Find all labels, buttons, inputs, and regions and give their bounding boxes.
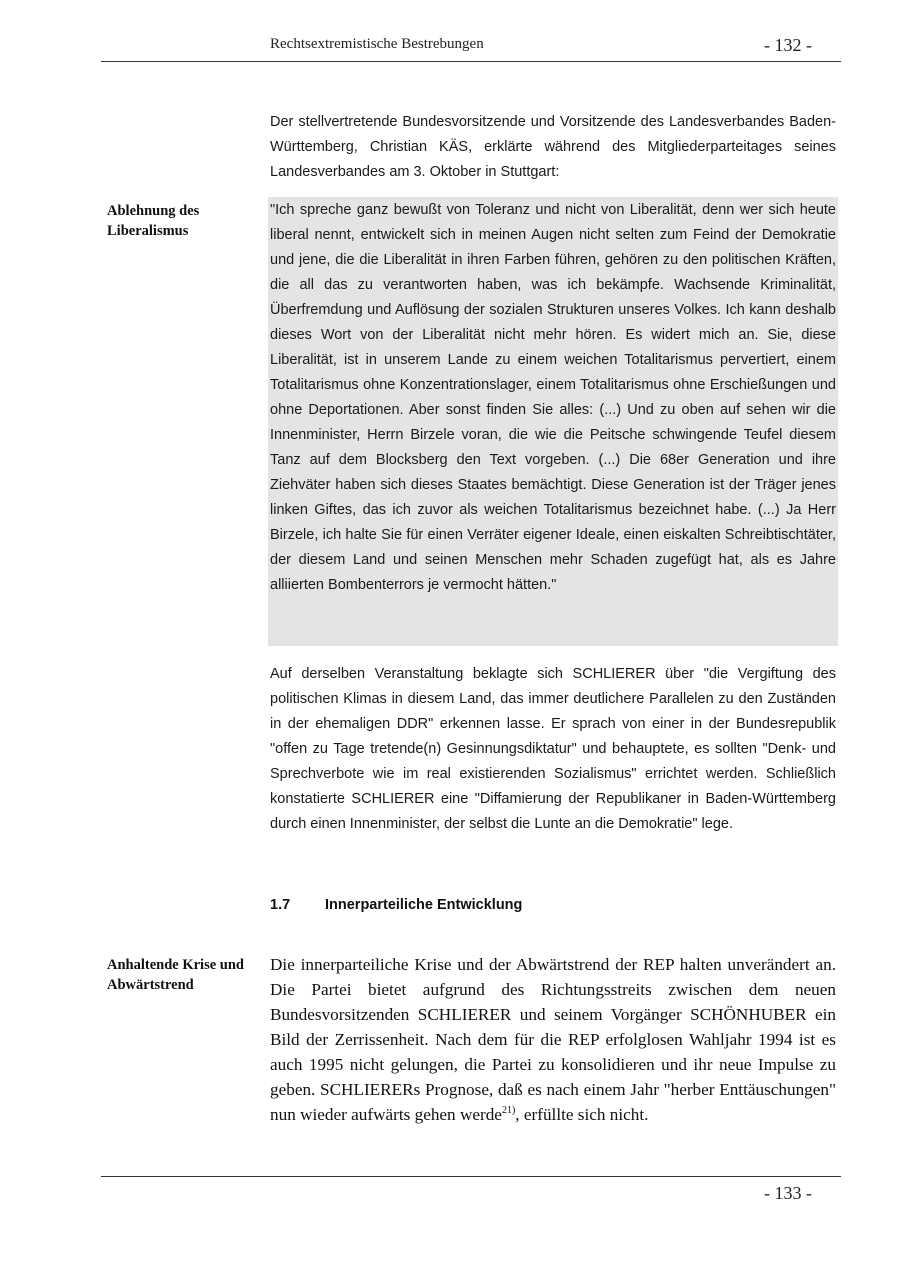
section-number: 1.7 (270, 897, 291, 913)
paragraph-crisis-text: Die innerparteiliche Krise und der Abwärtstrend der REP halten unverändert an. Die Partei bietet aufgrund des Richtungsstreits zwischen dem neuen Bundesvorsitzenden SCHLIERER und seinem Vorgänger SCHÖNHUBER ein Bild der Zerrissenheit. Nach dem für die REP erfolglosen Wahljahr 1994 ist es auch 1995 nicht gelungen, die Partei zu konsolidieren und ihr neue Impulse zu geben. SCHLIERERs Prognose, daß es nach einem Jahr "herber Enttäuschungen" nun wieder aufwärts gehen werde (270, 955, 836, 1124)
footer-rule (101, 1176, 841, 1177)
header-rule (101, 61, 841, 62)
section-title: Innerparteiliche Entwicklung (325, 897, 523, 913)
section-heading (270, 897, 522, 913)
margin-note-crisis: Anhaltende Krise und Abwärtstrend (107, 957, 244, 993)
quote-block: "Ich spreche ganz bewußt von Toleranz und nicht von Liberalität, denn wer sich heute liberal nennt, entwickelt sich in meinen Augen nicht selten zum Feind der Demokratie und jene, die die Liberalität in ihren Farben führen, gehören zu den politischen Kräften, die all das zu verantworten haben, was ich bekämpfe. Wachsende Kriminalität, Überfremdung und Auflösung der sozialen Strukturen unseres Volkes. Ich kann deshalb dieses Wort von der Liberalität nicht mehr hören. Es widert mich an. Sie, diese Liberalität, ist in unserem Lande zu einem weichen Totalitarismus pervertiert, einem Totalitarismus ohne Konzentrationslager, einem Totalitarismus ohne Erschießungen und ohne Deportationen. Aber sonst finden Sie alles: (...) Und zu oben auf sehen wir die Innenminister, Herrn Birzele voran, die wie die Peitsche schwingende Teufel diesem Tanz auf dem Blocksberg den Text vorgeben. (...) Die 68er Generation und ihre Ziehväter haben sich dieses Staates bemächtigt. Diese Generation ist der Träger jenes linken Giftes, das ich zuvor als weichen Totalitarismus bezeichnet habe. (...) Ja Herr Birzele, ich halte Sie für einen Verräter eigener Ideale, einen eiskalten Schreibtischtäter, der diesem Land und seinen Menschen mehr Schaden zugefügt hat, als es Jahre alliierten Bombenterrors je vermocht hätten." (270, 202, 836, 593)
intro-paragraph: Der stellvertretende Bundesvorsitzende und Vorsitzende des Landesverbandes Baden-Württemberg, Christian KÄS, erklärte während des Mitgliederparteitages seines Landesverbandes am 3. Oktober in Stuttgart: (270, 114, 836, 180)
page-number-top: - 132 - (764, 35, 812, 55)
page-number-bottom: - 133 - (764, 1183, 812, 1203)
paragraph-crisis-ending: , erfüllte sich nicht. (515, 1105, 649, 1124)
paragraph-schlierer: Auf derselben Veranstaltung beklagte sich SCHLIERER über "die Vergiftung des politischen Klimas in diesem Land, das immer deutlichere Parallelen zu den Zuständen in der ehemaligen DDR" erkennen lasse. Er sprach von einer in der Bundesrepublik "offen zu Tage tretende(n) Gesinnungsdiktatur" und behauptete, es sollten "Denk- und Sprechverbote wie im real existierenden Sozialismus" errichtet werden. Schließlich konstatierte SCHLIERER eine "Diffamierung der Republikaner in Baden-Württemberg durch einen Innenminister, der selbst die Lunte an die Demokratie" lege. (270, 666, 836, 832)
footnote-marker[interactable]: 21) (501, 1105, 516, 1116)
margin-note-liberalism: Ablehnung des Liberalismus (107, 203, 200, 239)
paragraph-crisis (270, 952, 836, 1127)
running-header: Rechtsextremistische Bestrebungen (270, 36, 484, 52)
